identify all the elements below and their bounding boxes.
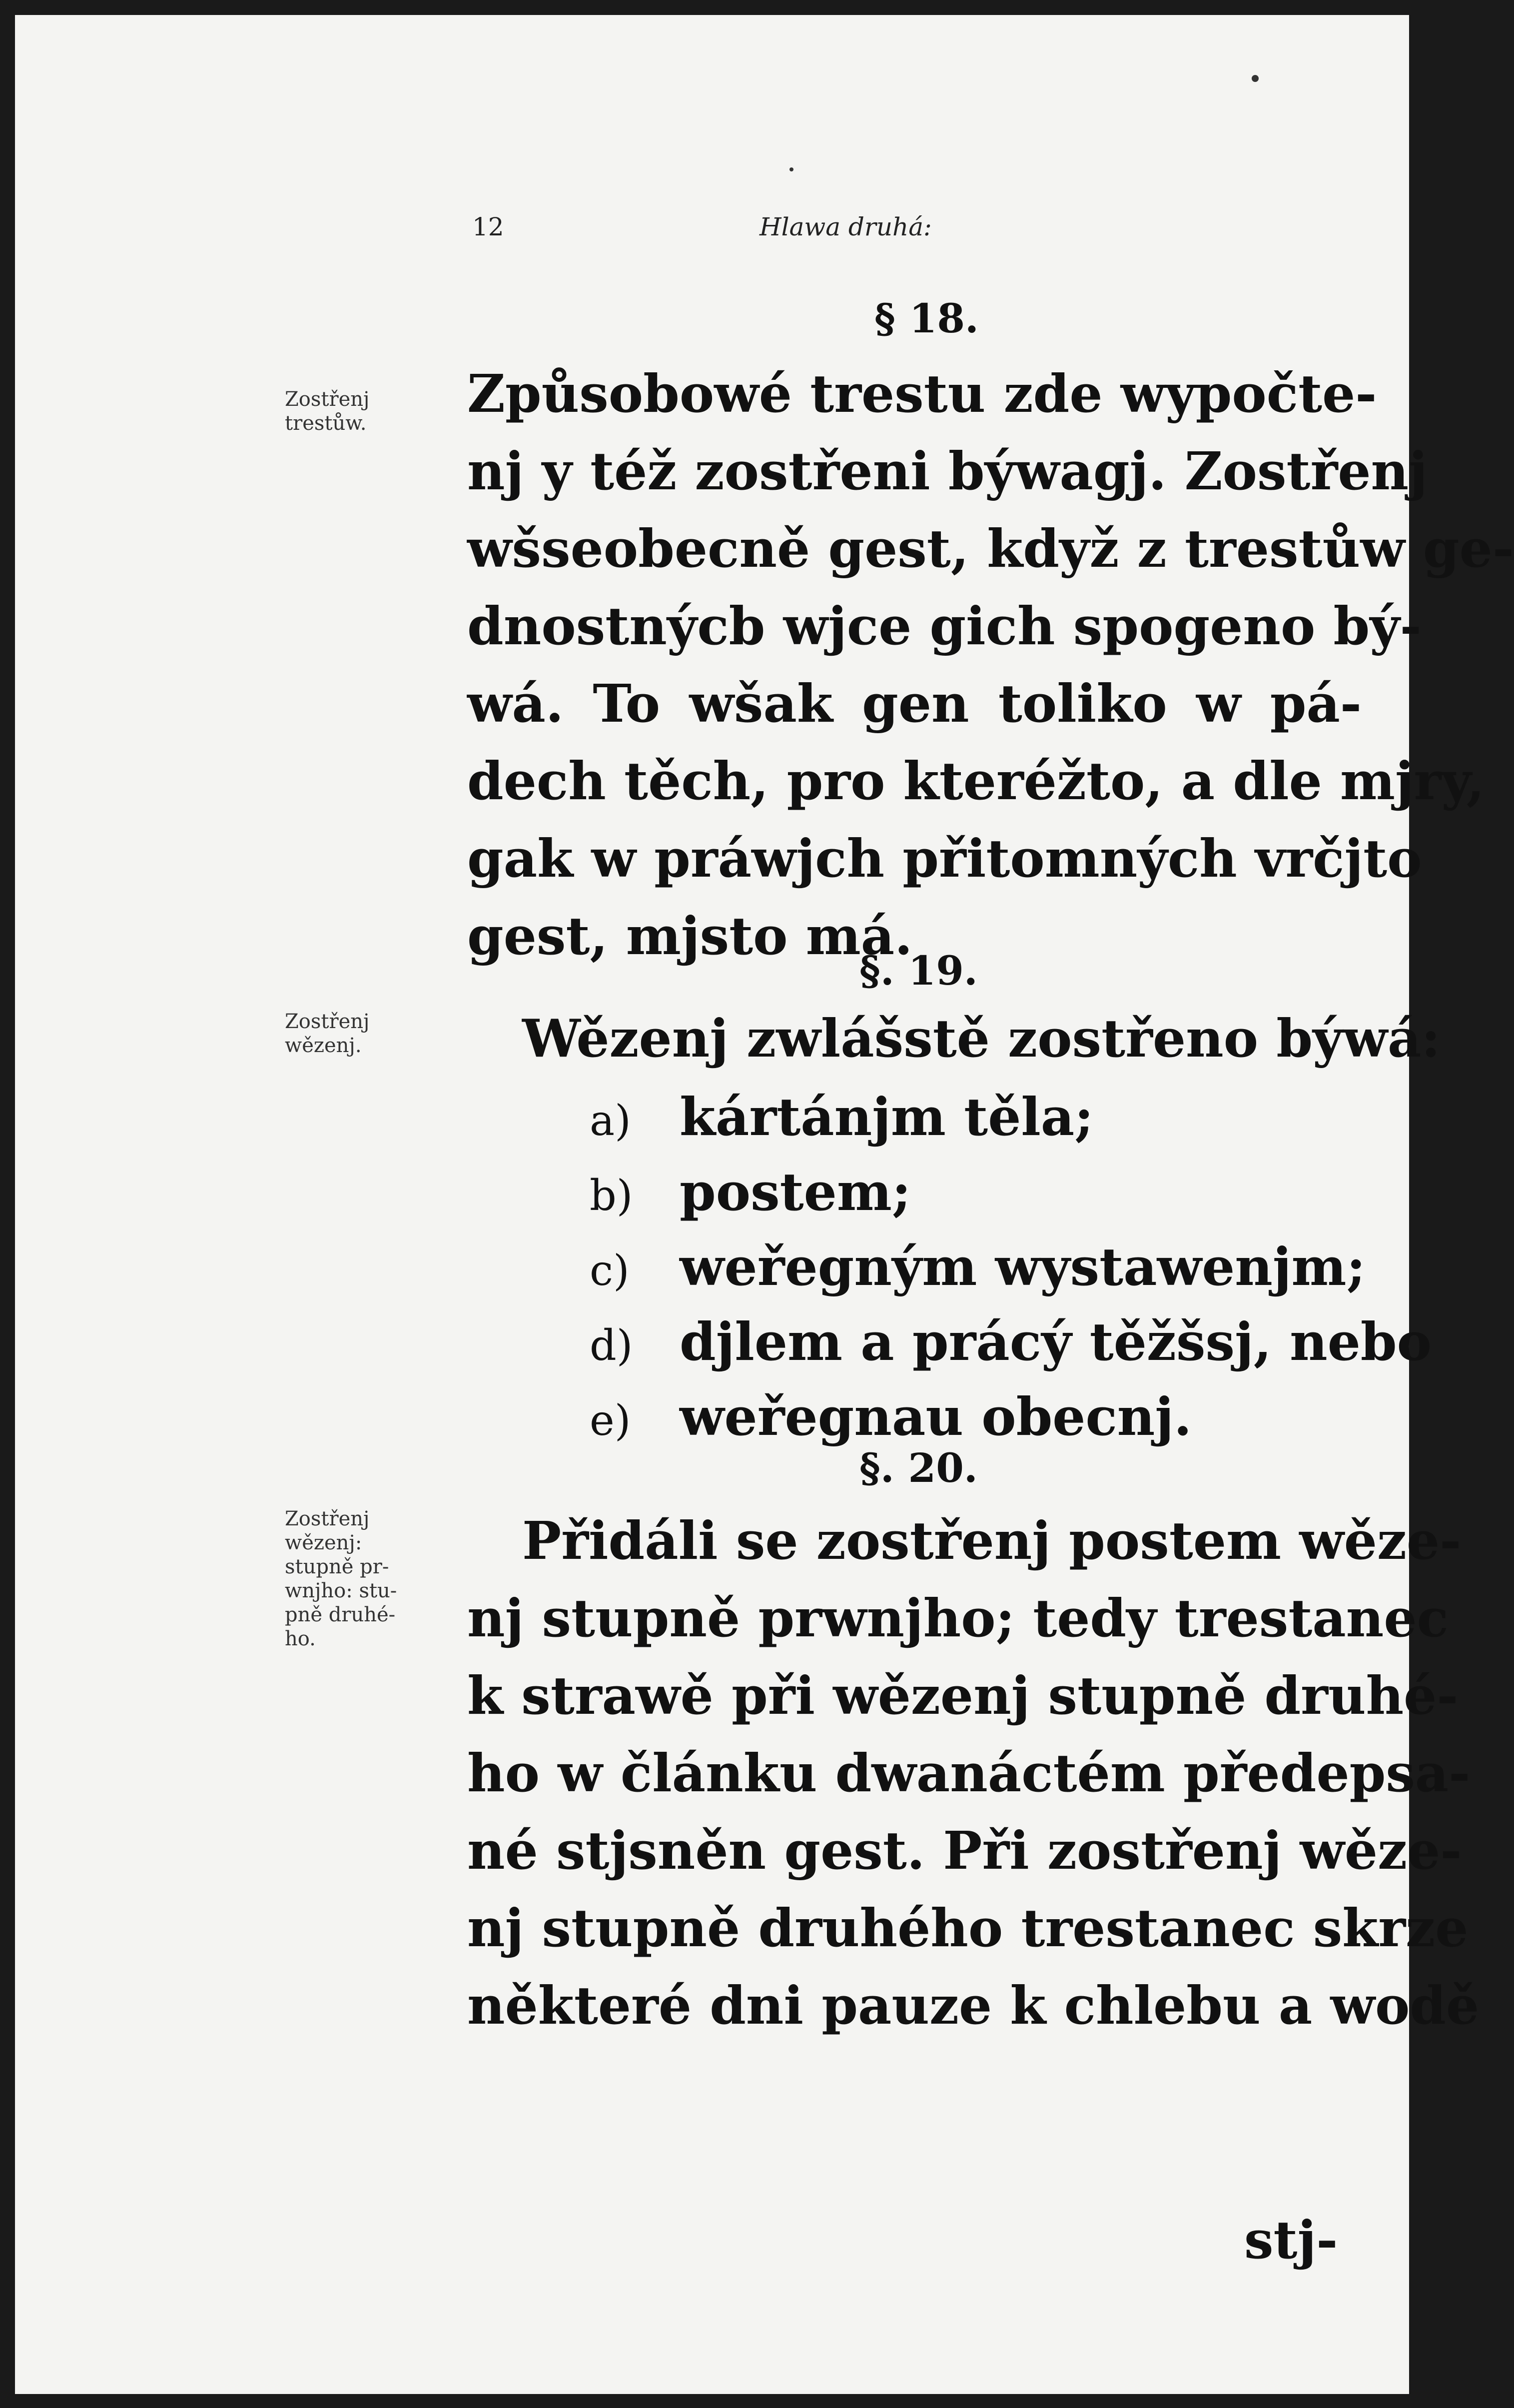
text-line: Způsobowé trestu zde wypočte- — [467, 363, 1377, 424]
book-page: 12 Hlawa druhá: § 18. Zostřenj trestůw. Způsobowé trestu zde wypočte- nj y též zostřeni býwagj. Zostřenj wšseobecně gest, když z trestůw ge- dnostnýcb wjce gich spogeno bý- wá. To wšak gen toliko w pá- dech těch, pro kteréžto, a dle mjry, gak w práwjch přitomných vrčjto gest, mjsto má. §. 19. Zostřenj wězenj. Wězenj zwlášstě zostřeno býwá: a) kártánjm těla; b) postem; c) weřegným wystawenjm; d) djlem a prácý těžšsj, nebo e) weřegnau obecnj. §. 20. Zostřenj wězenj: stupně pr- wnjho: stu- pně druhé- ho. Přidáli se zostřenj postem wěze- nj stupně prwnjho; tedy trestanec k strawě při wězenj stupně druhé- ho w článku dwanáctém předepsa- né stjsněn gest. Při zostřenj wěze- nj stupně druhého trestanec skrze některé dni pauze k chlebu a wodě stj- — [15, 15, 1409, 2394]
list-text: weřegnau obecnj. — [680, 1386, 1192, 1447]
paper-speck — [789, 167, 793, 171]
text-line: wšseobecně gest, když z trestůw ge- — [467, 518, 1514, 579]
text-line: Přidáli se zostřenj postem wěze- — [522, 1510, 1462, 1571]
list-item — [590, 1304, 1432, 1379]
list-text: postem; — [680, 1161, 911, 1222]
page-number: 12 — [472, 212, 504, 241]
list-item — [590, 1229, 1389, 1304]
catchword: stj- — [1244, 2209, 1338, 2271]
text-line: wá. To wšak gen toliko w pá- — [467, 673, 1362, 734]
list-item — [590, 1379, 1389, 1454]
section-19-intro — [467, 1000, 1441, 1077]
list-marker: a) — [590, 1096, 631, 1145]
text-line: nj y též zostřeni býwagj. Zostřenj — [467, 440, 1428, 502]
list-marker: e) — [590, 1396, 631, 1445]
text-line: dnostnýcb wjce gich spogeno bý- — [467, 595, 1422, 657]
running-head-title: Hlawa druhá: — [759, 212, 932, 241]
section-18-paragraph — [467, 355, 1514, 975]
side-note-20: Zostřenj wězenj: stupně pr- wnjho: stu- pně druhé- ho. — [285, 1507, 397, 1650]
text-line: gest, mjsto má. — [467, 905, 913, 967]
list-item — [590, 1155, 1389, 1229]
side-note-18: Zostřenj trestůw. — [285, 388, 370, 435]
list-marker: d) — [590, 1321, 633, 1370]
section-20-paragraph — [467, 1502, 1480, 2044]
running-head — [15, 212, 1409, 247]
text-line: dech těch, pro kteréžto, a dle mjry, — [467, 750, 1485, 812]
list-item — [590, 1080, 1389, 1155]
paper-speck — [1252, 75, 1259, 82]
punishment-list — [590, 1080, 1432, 1454]
text-line: některé dni pauze k chlebu a wodě — [467, 1975, 1480, 2036]
side-note-19: Zostřenj wězenj. — [285, 1010, 370, 1057]
list-text: weřegným wystawenjm; — [680, 1236, 1366, 1297]
list-text: kártánjm těla; — [680, 1086, 1094, 1148]
text-line: nj stupně druhého trestanec skrze — [467, 1897, 1469, 1959]
text-line: né stjsněn gest. Při zostřenj wěze- — [467, 1820, 1462, 1881]
list-marker: b) — [590, 1171, 633, 1220]
list-text: djlem a prácý těžšsj, nebo — [680, 1311, 1432, 1372]
text-line: gak w práwjch přitomných vrčjto — [467, 828, 1422, 889]
text-line: nj stupně prwnjho; tedy trestanec — [467, 1587, 1449, 1649]
text-line: Wězenj zwlášstě zostřeno býwá: — [522, 1008, 1441, 1069]
text-line: k strawě při wězenj stupně druhé- — [467, 1665, 1459, 1726]
text-line: ho w článku dwanáctém předepsa- — [467, 1742, 1471, 1804]
list-marker: c) — [590, 1246, 630, 1295]
